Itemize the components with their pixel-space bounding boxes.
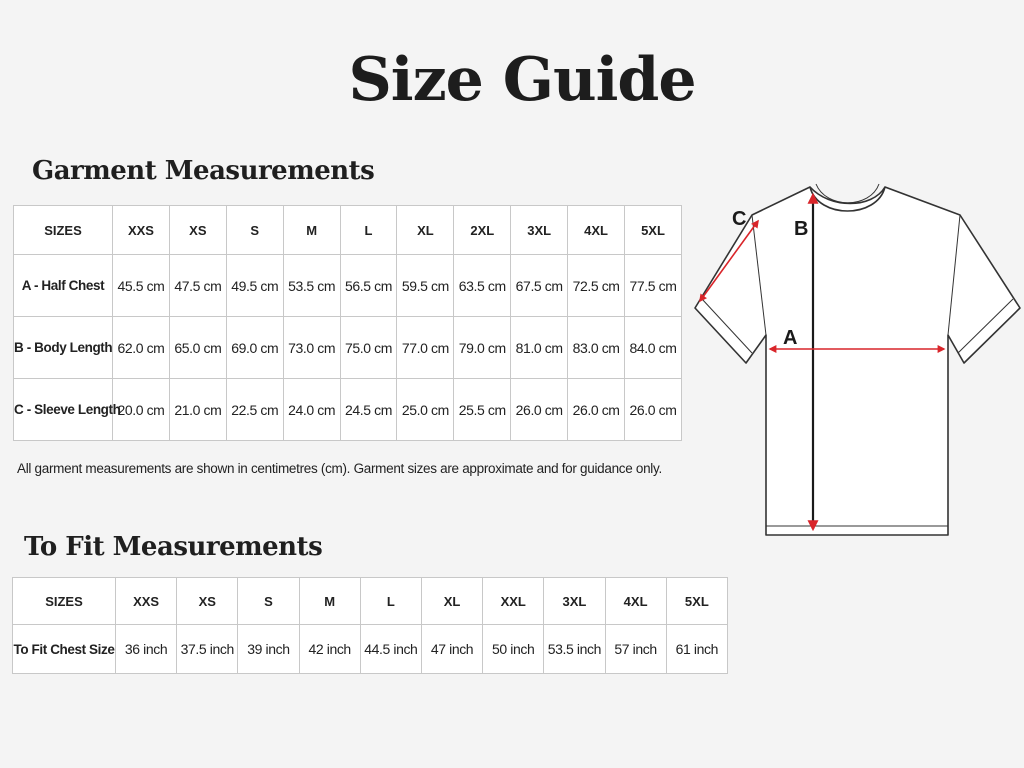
table-cell: 57 inch <box>605 625 666 674</box>
row-label: A - Half Chest <box>14 255 113 317</box>
table-cell: 56.5 cm <box>340 255 397 317</box>
table-cell: 59.5 cm <box>397 255 454 317</box>
row-label: B - Body Length <box>14 317 113 379</box>
table-cell: 42 inch <box>299 625 360 674</box>
size-header: 3XL <box>544 578 605 625</box>
table-cell: 20.0 cm <box>113 379 170 441</box>
table-header-row <box>13 578 728 625</box>
measurement-note: All garment measurements are shown in centimetres (cm). Garment sizes are approximate and for guidance only. <box>17 461 662 476</box>
table-cell: 21.0 cm <box>169 379 226 441</box>
table-cell: 50 inch <box>483 625 544 674</box>
table-cell: 26.0 cm <box>625 379 682 441</box>
size-header: 5XL <box>666 578 727 625</box>
table-cell: 77.5 cm <box>625 255 682 317</box>
table-cell: 67.5 cm <box>511 255 568 317</box>
label-c: C <box>732 208 747 230</box>
size-header: 4XL <box>605 578 666 625</box>
tshirt-outline <box>695 184 1020 535</box>
size-header: XXS <box>116 578 177 625</box>
table-cell: 75.0 cm <box>340 317 397 379</box>
size-header: XXL <box>483 578 544 625</box>
table-cell: 24.0 cm <box>283 379 340 441</box>
size-header: 5XL <box>625 206 682 255</box>
size-header: XS <box>177 578 238 625</box>
table-cell: 22.5 cm <box>226 379 283 441</box>
size-header: XS <box>169 206 226 255</box>
table-cell: 77.0 cm <box>397 317 454 379</box>
sizes-header: SIZES <box>14 206 113 255</box>
size-header: S <box>238 578 299 625</box>
table-row-chest-size <box>13 625 728 674</box>
table-row-sleeve-length <box>14 379 682 441</box>
sizes-header: SIZES <box>13 578 116 625</box>
size-header: 2XL <box>454 206 511 255</box>
table-cell: 45.5 cm <box>113 255 170 317</box>
table-cell: 83.0 cm <box>568 317 625 379</box>
table-cell: 25.5 cm <box>454 379 511 441</box>
table-cell: 84.0 cm <box>625 317 682 379</box>
table-cell: 53.5 cm <box>283 255 340 317</box>
size-header: XL <box>397 206 454 255</box>
table-cell: 26.0 cm <box>568 379 625 441</box>
label-a: A <box>783 327 798 349</box>
table-cell: 53.5 inch <box>544 625 605 674</box>
label-b: B <box>794 218 809 240</box>
table-cell: 61 inch <box>666 625 727 674</box>
table-cell: 26.0 cm <box>511 379 568 441</box>
table-cell: 47.5 cm <box>169 255 226 317</box>
table-row-half-chest <box>14 255 682 317</box>
size-header: 3XL <box>511 206 568 255</box>
table-cell: 63.5 cm <box>454 255 511 317</box>
tshirt-measurement-diagram <box>690 175 1024 545</box>
table-cell: 81.0 cm <box>511 317 568 379</box>
size-header: XL <box>421 578 482 625</box>
to-fit-measurements-table <box>12 577 728 674</box>
table-cell: 49.5 cm <box>226 255 283 317</box>
table-cell: 37.5 inch <box>177 625 238 674</box>
table-header-row <box>14 206 682 255</box>
page-title: Size Guide <box>348 45 696 115</box>
size-header: L <box>360 578 421 625</box>
table-cell: 44.5 inch <box>360 625 421 674</box>
size-header: L <box>340 206 397 255</box>
table-cell: 47 inch <box>421 625 482 674</box>
size-header: M <box>299 578 360 625</box>
table-cell: 25.0 cm <box>397 379 454 441</box>
table-cell: 69.0 cm <box>226 317 283 379</box>
row-label: To Fit Chest Size <box>13 625 116 674</box>
table-cell: 65.0 cm <box>169 317 226 379</box>
row-label: C - Sleeve Length <box>14 379 113 441</box>
table-cell: 79.0 cm <box>454 317 511 379</box>
table-cell: 72.5 cm <box>568 255 625 317</box>
table-cell: 62.0 cm <box>113 317 170 379</box>
table-cell: 36 inch <box>116 625 177 674</box>
garment-measurements-table <box>13 205 682 441</box>
table-cell: 39 inch <box>238 625 299 674</box>
table-row-body-length <box>14 317 682 379</box>
size-header: XXS <box>113 206 170 255</box>
size-header: S <box>226 206 283 255</box>
size-header: M <box>283 206 340 255</box>
table-cell: 24.5 cm <box>340 379 397 441</box>
size-header: 4XL <box>568 206 625 255</box>
to-fit-measurements-heading: To Fit Measurements <box>24 532 323 562</box>
garment-measurements-heading: Garment Measurements <box>32 156 375 186</box>
table-cell: 73.0 cm <box>283 317 340 379</box>
